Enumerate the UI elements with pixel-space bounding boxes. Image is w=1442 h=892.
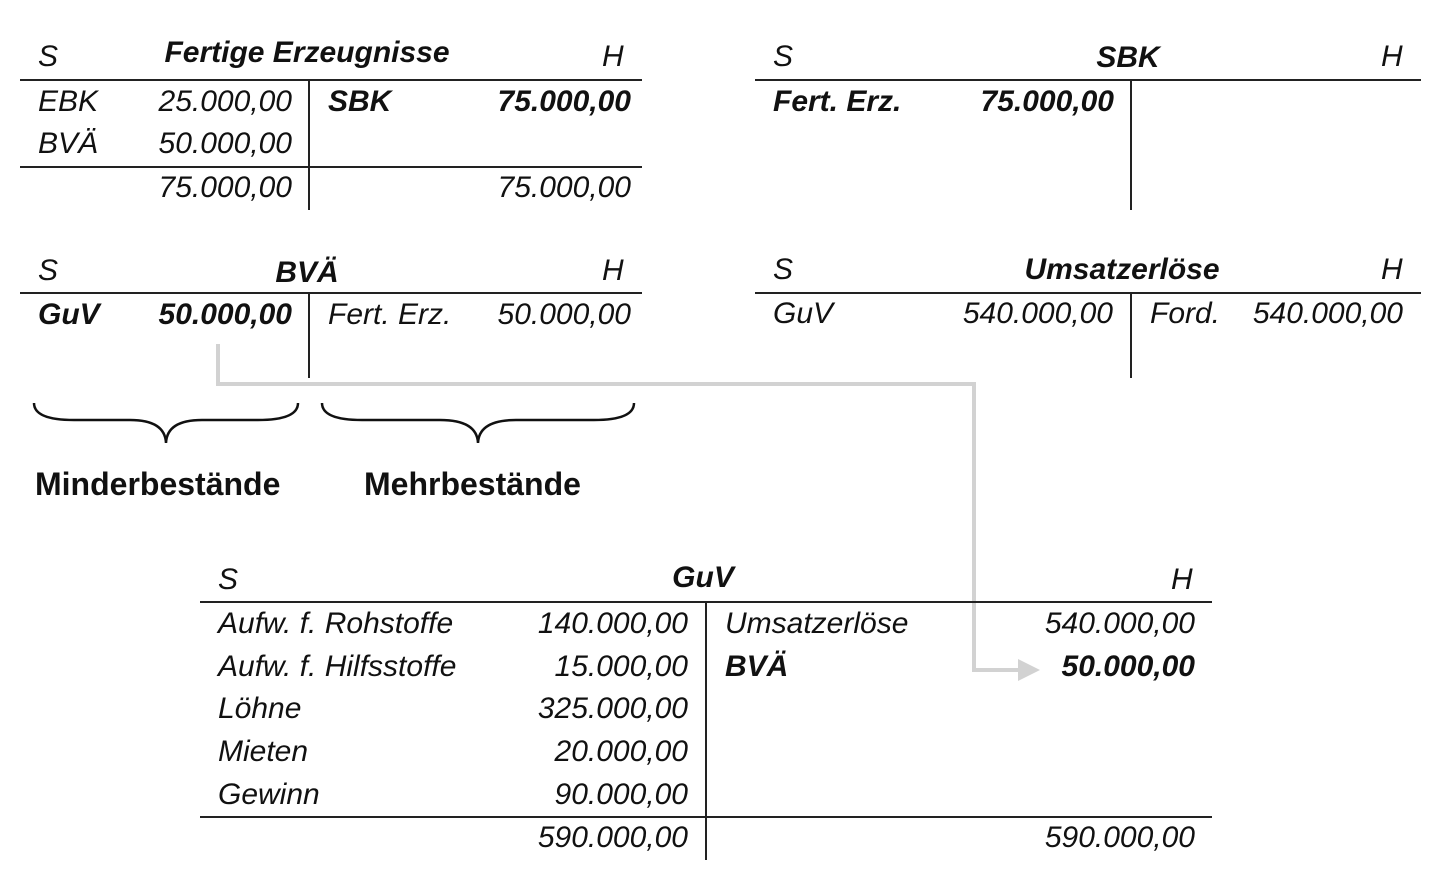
sbk-title: SBK	[1096, 41, 1160, 74]
bvae-debit-amount-1: 50.000,00	[158, 298, 292, 331]
ue-title: Umsatzerlöse	[1024, 253, 1220, 286]
guv-debit-label-1: Aufw. f. Rohstoffe	[218, 607, 454, 640]
fe-debit-marker: S	[38, 40, 59, 73]
bvae-debit-marker: S	[38, 254, 59, 287]
label-mehrbestaende: Mehrbestände	[364, 466, 581, 502]
guv-credit-amount-2: 50.000,00	[1061, 650, 1195, 683]
fe-credit-total: 75.000,00	[497, 171, 631, 204]
guv-debit-amount-4: 20.000,00	[554, 735, 688, 768]
fe-debit-label-2: BVÄ	[38, 127, 99, 160]
fe-credit-amount-1: 75.000,00	[497, 85, 631, 118]
sbk-debit-marker: S	[773, 40, 794, 73]
guv-debit-label-2: Aufw. f. Hilfsstoffe	[218, 650, 457, 683]
sbk-debit-amount-1: 75.000,00	[980, 85, 1114, 118]
guv-debit-amount-1: 140.000,00	[537, 607, 688, 640]
guv-credit-label-1: Umsatzerlöse	[725, 607, 909, 640]
guv-debit-amount-2: 15.000,00	[554, 650, 688, 683]
fe-debit-amount-1: 25.000,00	[158, 85, 292, 118]
bvae-title: BVÄ	[275, 256, 339, 289]
fe-credit-label-1: SBK	[328, 85, 392, 118]
bvae-credit-label-1: Fert. Erz.	[328, 298, 452, 331]
guv-debit-label-5: Gewinn	[218, 778, 320, 811]
guv-credit-marker: H	[1171, 563, 1193, 596]
guv-debit-label-3: Löhne	[218, 692, 302, 725]
sbk-credit-marker: H	[1381, 40, 1403, 73]
ue-credit-marker: H	[1381, 253, 1403, 286]
ue-credit-label-1: Ford.	[1150, 297, 1221, 330]
bvae-credit-amount-1: 50.000,00	[497, 298, 631, 331]
ue-credit-amount-1: 540.000,00	[1252, 297, 1403, 330]
sbk-debit-label-1: Fert. Erz.	[773, 85, 902, 118]
fe-debit-label-1: EBK	[38, 85, 99, 118]
fe-credit-marker: H	[602, 40, 624, 73]
guv-credit-label-2: BVÄ	[725, 650, 789, 683]
guv-total-rule	[200, 816, 1212, 818]
bvae-debit-label-1: GuV	[38, 298, 100, 331]
guv-divider	[705, 602, 707, 860]
guv-title: GuV	[672, 561, 734, 594]
guv-debit-amount-5: 90.000,00	[554, 778, 688, 811]
brace-mehr	[322, 403, 634, 443]
ue-debit-label-1: GuV	[773, 297, 834, 330]
ue-debit-marker: S	[773, 253, 794, 286]
guv-debit-label-4: Mieten	[218, 735, 309, 768]
bvae-credit-marker: H	[602, 254, 624, 287]
guv-credit-total: 590.000,00	[1044, 821, 1195, 854]
fe-title: Fertige Erzeugnisse	[164, 36, 450, 69]
ue-debit-amount-1: 540.000,00	[962, 297, 1113, 330]
guv-debit-total: 590.000,00	[537, 821, 688, 854]
brace-minder	[34, 403, 298, 443]
guv-credit-amount-1: 540.000,00	[1044, 607, 1195, 640]
label-minderbestaende: Minderbestände	[35, 466, 281, 502]
fe-debit-total: 75.000,00	[158, 171, 292, 204]
fe-debit-amount-2: 50.000,00	[158, 127, 292, 160]
guv-debit-amount-3: 325.000,00	[537, 692, 688, 725]
guv-debit-marker: S	[218, 563, 239, 596]
